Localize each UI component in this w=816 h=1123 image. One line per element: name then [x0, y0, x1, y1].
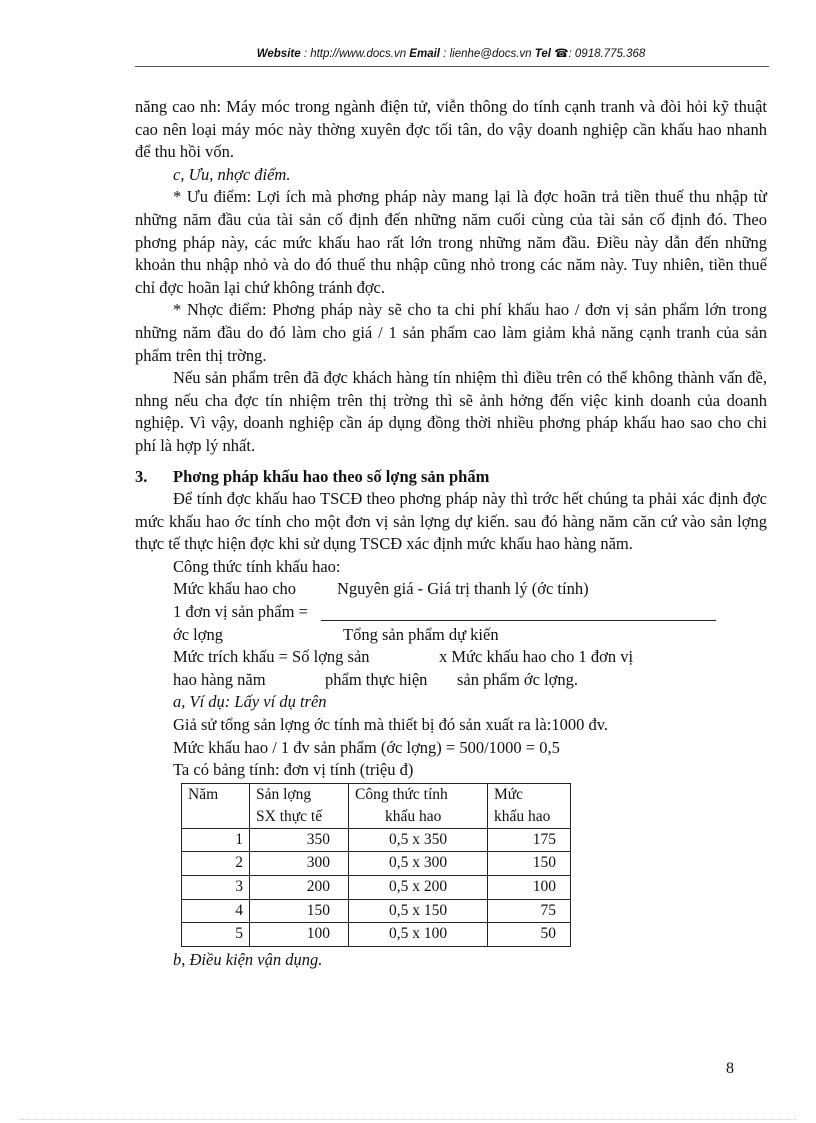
website-value[interactable]: http://www.docs.vn: [310, 48, 407, 60]
header-amount: Mức khấu hao: [488, 783, 571, 828]
formula-l5a: hao hàng năm: [173, 669, 266, 689]
email-label: Email: [409, 48, 440, 60]
formula-block: [135, 556, 767, 692]
subheading-a: a, Ví dụ: Lấy ví dụ trên: [173, 692, 327, 712]
subheading-b: b, Điều kiện vận dụng.: [173, 949, 323, 969]
paragraph-method: Để tính đợc khấu hao TSCĐ theo phơng pháp này thì trớc hết chúng ta phải xác định đợc mức khấu hao ớc tính cho một đơn vị sản lợng dự kiến. sau đó hàng năm căn cứ vào sản lợng thực tế thực hiện đợc khi sử dụng TSCĐ xác định mức khấu hao hàng năm.: [135, 489, 767, 554]
table-row: [182, 828, 571, 852]
formula-row-1: [135, 578, 767, 601]
table-row: [182, 852, 571, 876]
cell-amount: 150: [488, 852, 571, 876]
cell-formula: 0,5 x 200: [349, 876, 488, 900]
cell-year: 1: [182, 828, 250, 852]
cell-amount: 50: [488, 923, 571, 947]
header-year: Năm: [182, 783, 250, 828]
line-assume: Giả sử tổng sản lợng ớc tính mà thiết bị đó sản xuất ra là:1000 đv.: [173, 715, 609, 735]
cell-year: 4: [182, 899, 250, 923]
formula-l4b: x Mức khấu hao cho 1 đơn vị: [439, 647, 634, 667]
page-number: 8: [726, 1060, 734, 1077]
page-header: Website : http://www.docs.vn Email : lienhe@docs.vn Tel ☎: 0918.775.368: [256, 48, 646, 60]
table-row: [182, 923, 571, 947]
formula-title-row: [135, 556, 767, 579]
cell-output: 350: [250, 828, 349, 852]
formula-l1a: Mức khấu hao cho: [173, 579, 297, 599]
cell-amount: 100: [488, 876, 571, 900]
paragraph-disadvantage: * Nhợc điểm: Phơng pháp này sẽ cho ta chi phí khấu hao / đơn vị sản phẩm lớn trong những năm đầu do đó làm cho giá / 1 sản phẩm cao làm giảm khả năng cạnh tranh của sản phẩm trên thị trờng.: [135, 300, 767, 365]
paragraph-trust: Nếu sản phẩm trên đã đợc khách hàng tín nhiệm thì điều trên có thể không thành vấn đề, nhng nếu cha đợc tín nhiệm trên thị trờng thì sẽ ảnh hởng đến việc kinh doanh của doanh nghiệp. Vì vậy, doanh nghiệp cần áp dụng đồng thời nhiều phơng pháp khấu hao sao cho chi phí là hợp lý nhất.: [135, 368, 767, 455]
formula-row-4: [135, 646, 767, 669]
formula-l5c: sản phẩm ớc lợng.: [457, 669, 579, 689]
subheading-c: c, Ưu, nhợc điểm.: [173, 164, 291, 184]
table-row: [182, 876, 571, 900]
cell-output: 300: [250, 852, 349, 876]
website-label: Website: [256, 48, 301, 60]
formula-title: Công thức tính khấu hao:: [173, 556, 341, 576]
depreciation-table: [181, 783, 571, 947]
paragraph-intro: năng cao nh: Máy móc trong ngành điện tử, viễn thông do tính cạnh tranh và đòi hỏi kỹ thuật cao nên loại máy móc này thờng xuyên đợc tối tân, do vậy doanh nghiệp cần khấu hao nhanh để thu hồi vốn.: [135, 97, 767, 162]
cell-output: 150: [250, 899, 349, 923]
formula-numerator: Nguyên giá - Giá trị thanh lý (ớc tính): [337, 579, 589, 599]
tel-label: Tel: [534, 48, 551, 60]
cell-year: 2: [182, 852, 250, 876]
document-body: [135, 96, 767, 971]
section-title: Phơng pháp khấu hao theo số lợng sản phẩm: [173, 466, 490, 486]
cell-amount: 175: [488, 828, 571, 852]
cell-output: 200: [250, 876, 349, 900]
email-value[interactable]: lienhe@docs.vn: [449, 48, 532, 60]
phone-icon: ☎: [554, 48, 569, 60]
cell-formula: 0,5 x 350: [349, 828, 488, 852]
formula-row-3: [135, 624, 767, 647]
header-output: Sản lợng SX thực tế: [250, 783, 349, 828]
bottom-border: [20, 1119, 796, 1120]
line-table-intro: Ta có bảng tính: đơn vị tính (triệu đ): [173, 760, 414, 780]
cell-formula: 0,5 x 300: [349, 852, 488, 876]
formula-denominator: Tổng sản phẩm dự kiến: [343, 624, 499, 644]
header-divider: [135, 66, 769, 67]
formula-l2: 1 đơn vị sản phẩm =: [173, 602, 308, 622]
formula-row-2: [135, 601, 767, 624]
cell-amount: 75: [488, 899, 571, 923]
formula-row-5: [135, 669, 767, 692]
cell-year: 5: [182, 923, 250, 947]
cell-formula: 0,5 x 150: [349, 899, 488, 923]
paragraph-advantage: * Ưu điểm: Lợi ích mà phơng pháp này mang lại là đợc hoãn trả tiền thuế thu nhập từ những năm đầu của tài sản cố định đến những năm cuối cùng của tài sản cố định đó. Theo phơng pháp này, các mức khấu hao rất lớn trong những năm đầu. Điều này dẫn đến những khoản thu nhập nhỏ và do đó thuế thu nhập cũng nhỏ trong các năm này. Tuy nhiên, tiền thuế chỉ đợc hoãn lại chứ không tránh đợc.: [135, 187, 767, 297]
formula-l3a: ớc lợng: [173, 624, 223, 644]
header-formula: Công thức tính khấu hao: [349, 783, 488, 828]
line-rate: Mức khấu hao / 1 đv sản phẩm (ớc lợng) = 500/1000 = 0,5: [173, 737, 560, 757]
table-row: [182, 899, 571, 923]
fraction-line: [321, 620, 716, 621]
cell-output: 100: [250, 923, 349, 947]
cell-formula: 0,5 x 100: [349, 923, 488, 947]
table-header-row: [182, 783, 571, 828]
tel-value: 0918.775.368: [574, 48, 646, 60]
formula-l5b: phẩm thực hiện: [325, 669, 428, 689]
section-heading: [135, 466, 767, 489]
cell-year: 3: [182, 876, 250, 900]
formula-l4a: Mức trích khấu = Số lợng sản: [173, 647, 370, 667]
section-number: 3.: [135, 466, 148, 486]
